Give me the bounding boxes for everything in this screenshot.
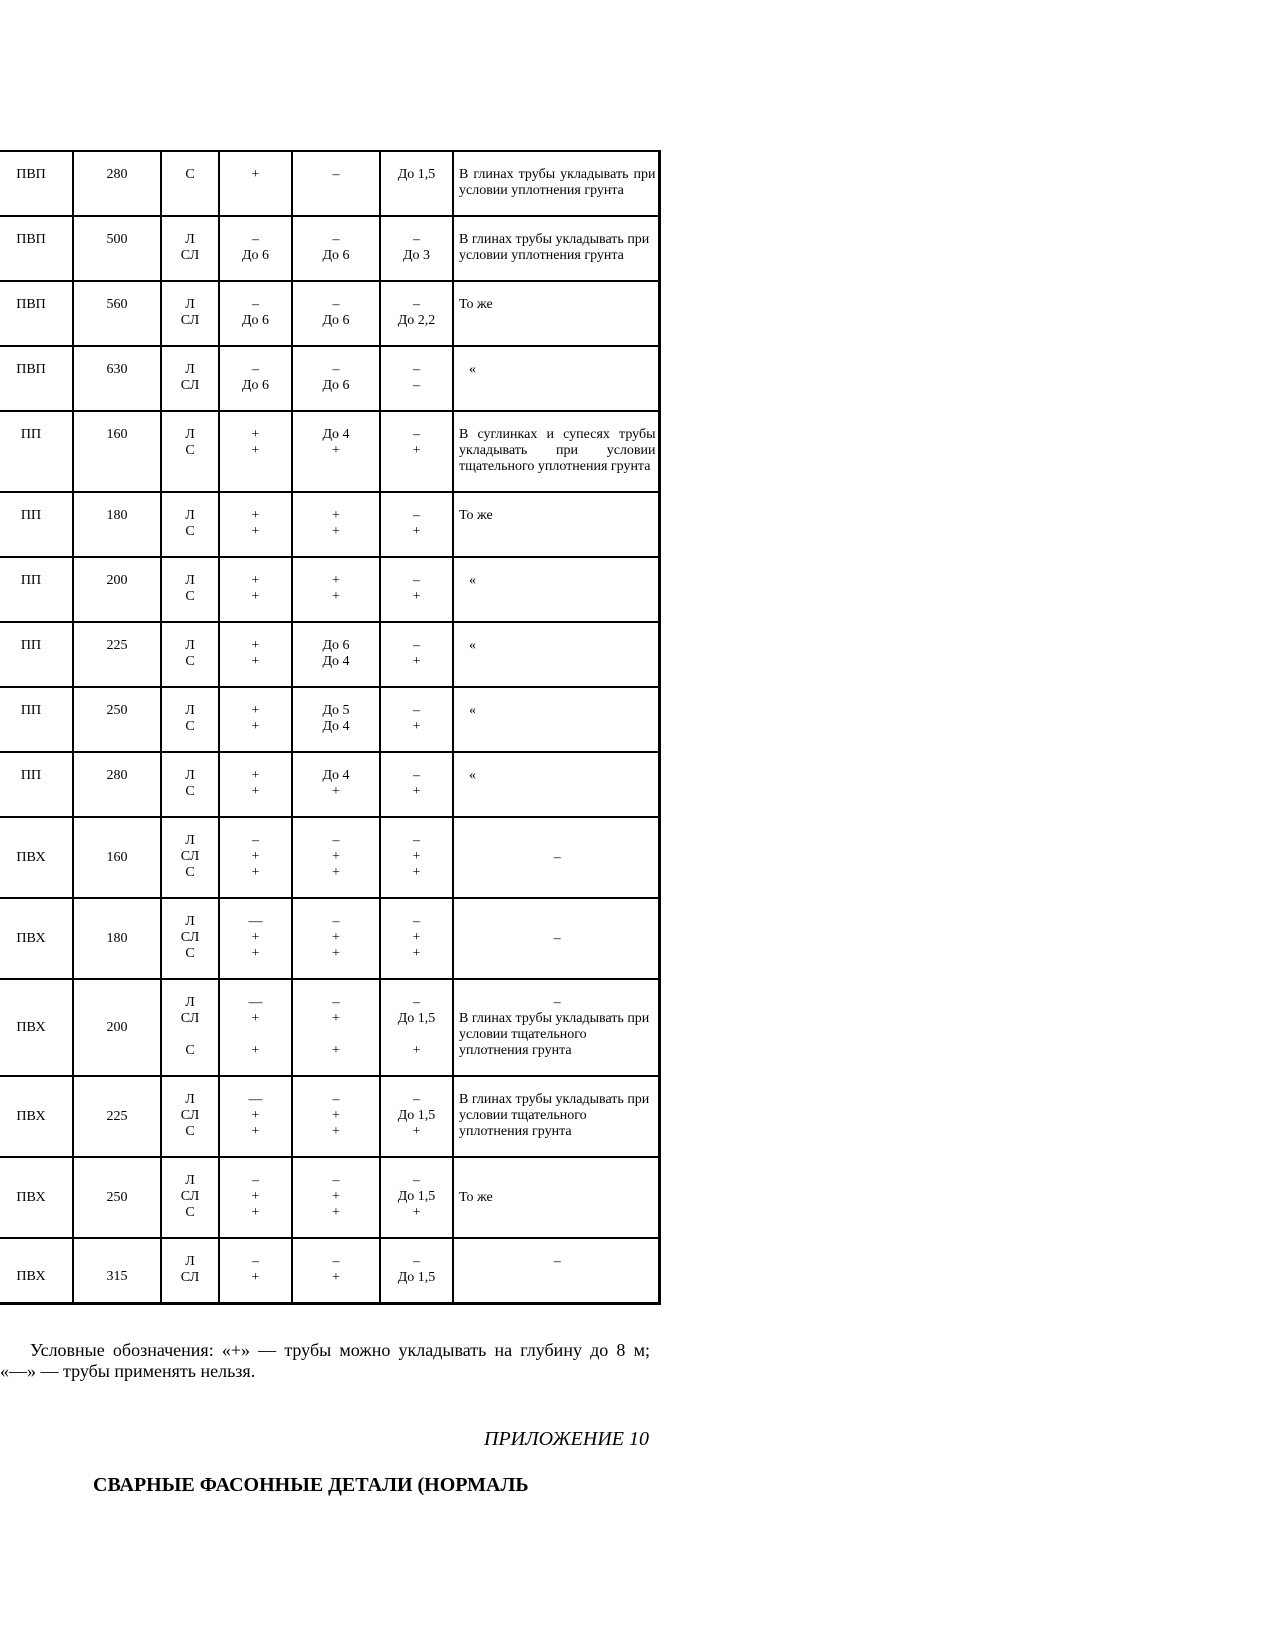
cell-line: – xyxy=(332,297,340,312)
table-row xyxy=(0,346,659,411)
cell-line: До 1,5 xyxy=(397,1011,436,1026)
cell-line: С xyxy=(185,589,195,604)
depth-cell-2 xyxy=(292,622,380,687)
cell-line: Л xyxy=(185,232,195,247)
cell-line: С xyxy=(185,719,195,734)
depth-cell-2 xyxy=(292,281,380,346)
cell-line: Л xyxy=(185,703,195,718)
depth-cell-3 xyxy=(380,622,453,687)
cell-line: С xyxy=(185,167,195,182)
cell-line: До 4 xyxy=(322,654,350,669)
pipe-laying-table xyxy=(0,150,661,1305)
note-cell xyxy=(453,151,659,216)
note-cell xyxy=(453,898,659,979)
depth-cell-2 xyxy=(292,817,380,898)
pipe-type-cell: ПВП xyxy=(0,281,73,346)
note-cell xyxy=(453,1238,659,1303)
cell-line: – xyxy=(413,297,420,312)
diameter-cell: 160 xyxy=(73,817,161,898)
cell-line: До 6 xyxy=(322,313,350,328)
cell-line: – xyxy=(252,833,259,848)
pipe-type-cell: ПП xyxy=(0,752,73,817)
pipe-type-cell: ПП xyxy=(0,687,73,752)
cell-line: – xyxy=(413,638,420,653)
cell-line: – xyxy=(332,995,340,1010)
cell-line: До 1,5 xyxy=(397,167,436,182)
note-cell xyxy=(453,817,659,898)
cell-line: — xyxy=(248,995,263,1010)
cell-line: До 6 xyxy=(322,248,350,263)
pipe-type-cell: ПВХ xyxy=(0,898,73,979)
cell-line xyxy=(297,1027,375,1043)
cell-line: + xyxy=(412,719,421,734)
cell-line: Л xyxy=(185,768,195,783)
diameter-cell: 200 xyxy=(73,557,161,622)
cell-line: – xyxy=(332,1173,340,1188)
pipe-type-cell: ПП xyxy=(0,557,73,622)
cell-line: + xyxy=(251,784,260,799)
cell-line: – xyxy=(413,1092,420,1107)
depth-cell-2 xyxy=(292,687,380,752)
cell-line: + xyxy=(332,865,340,880)
depth-cell-3 xyxy=(380,281,453,346)
cell-line: С xyxy=(185,865,195,880)
depth-cell-3 xyxy=(380,492,453,557)
note-cell xyxy=(453,557,659,622)
cell-line: – xyxy=(413,378,420,393)
table-body xyxy=(0,151,659,1303)
cell-line: – xyxy=(252,1254,259,1269)
note-cell xyxy=(453,622,659,687)
depth-cell-3 xyxy=(380,1076,453,1157)
diameter-cell: 225 xyxy=(73,1076,161,1157)
cell-line: – xyxy=(413,1254,420,1269)
cell-line: СЛ xyxy=(180,313,200,328)
cell-line: – xyxy=(332,1254,340,1269)
cell-line: До 6 xyxy=(241,248,270,263)
cell-line: + xyxy=(251,1124,260,1139)
depth-cell-2 xyxy=(292,492,380,557)
cell-line: + xyxy=(332,1189,340,1204)
cell-line: С xyxy=(185,946,195,961)
cell-line: + xyxy=(412,784,421,799)
table-row xyxy=(0,1076,659,1157)
soil-cell xyxy=(161,898,219,979)
depth-cell-3 xyxy=(380,817,453,898)
cell-line xyxy=(166,1027,214,1043)
cell-line: + xyxy=(332,1270,340,1285)
cell-line: + xyxy=(251,573,260,588)
depth-cell-1 xyxy=(219,151,292,216)
depth-cell-3 xyxy=(380,557,453,622)
cell-line: Л xyxy=(185,914,195,929)
depth-cell-3 xyxy=(380,979,453,1076)
pipe-type-cell: ПВП xyxy=(0,216,73,281)
cell-line: + xyxy=(251,167,260,182)
cell-line: – xyxy=(413,427,420,442)
pipe-type-cell: ПВП xyxy=(0,346,73,411)
depth-cell-2 xyxy=(292,411,380,492)
table-row xyxy=(0,1238,659,1303)
table-row xyxy=(0,687,659,752)
note-text: В глинах трубы укладывать при условии тщательного уплотнения грунта xyxy=(459,1092,650,1139)
cell-line: + xyxy=(251,508,260,523)
cell-line: + xyxy=(412,1124,421,1139)
note-text: « xyxy=(469,573,476,588)
table-row xyxy=(0,281,659,346)
soil-cell xyxy=(161,817,219,898)
cell-line: До 4 xyxy=(322,768,350,783)
soil-cell xyxy=(161,1238,219,1303)
pipe-type-cell: ПВХ xyxy=(0,1157,73,1238)
depth-cell-3 xyxy=(380,898,453,979)
legend-note: Условные обозначения: «+» — трубы можно укладывать на глубину до 8 м; «—» — трубы применять нельзя. xyxy=(0,1340,650,1381)
cell-line: – xyxy=(332,362,340,377)
soil-cell xyxy=(161,216,219,281)
cell-line: Л xyxy=(185,508,195,523)
diameter-cell: 200 xyxy=(73,979,161,1076)
depth-cell-2 xyxy=(292,346,380,411)
cell-line: + xyxy=(251,427,260,442)
cell-line: + xyxy=(412,865,421,880)
cell-line: + xyxy=(412,1205,421,1220)
cell-line: + xyxy=(332,508,340,523)
cell-line: Л xyxy=(185,297,195,312)
cell-line: СЛ xyxy=(180,1189,200,1204)
depth-cell-3 xyxy=(380,1157,453,1238)
cell-line: Л xyxy=(185,1092,195,1107)
note-cell xyxy=(453,1157,659,1238)
cell-line xyxy=(385,1027,448,1043)
cell-line: + xyxy=(251,703,260,718)
cell-line: + xyxy=(332,443,340,458)
depth-cell-3 xyxy=(380,687,453,752)
cell-line: + xyxy=(251,638,260,653)
cell-line: + xyxy=(251,589,260,604)
pipe-type-cell: ПП xyxy=(0,492,73,557)
note-cell xyxy=(453,411,659,492)
cell-line: + xyxy=(332,1011,340,1026)
soil-cell xyxy=(161,752,219,817)
depth-cell-1 xyxy=(219,281,292,346)
depth-cell-2 xyxy=(292,979,380,1076)
table-row xyxy=(0,898,659,979)
cell-line: С xyxy=(185,443,195,458)
soil-cell xyxy=(161,151,219,216)
cell-line: До 6 xyxy=(241,313,270,328)
note-text: В суглинках и супесях трубы укладывать при условии тщательного уплотнения грунта xyxy=(459,427,656,474)
cell-line: + xyxy=(251,1189,260,1204)
pipe-type-cell: ПВП xyxy=(0,151,73,216)
cell-line: До 6 xyxy=(322,638,350,653)
cell-line: + xyxy=(332,930,340,945)
cell-line: СЛ xyxy=(180,378,200,393)
cell-line: До 4 xyxy=(322,427,350,442)
pipe-type-cell: ПВХ xyxy=(0,1238,73,1303)
cell-line xyxy=(224,1027,287,1043)
cell-line: Л xyxy=(185,1254,195,1269)
depth-cell-3 xyxy=(380,1238,453,1303)
note-cell xyxy=(453,687,659,752)
cell-line: + xyxy=(332,524,340,539)
table-row xyxy=(0,752,659,817)
cell-line: – xyxy=(413,573,420,588)
diameter-cell: 250 xyxy=(73,687,161,752)
cell-line: До 6 xyxy=(241,378,270,393)
cell-line: – xyxy=(413,768,420,783)
cell-line: До 1,5 xyxy=(397,1270,436,1285)
cell-line: До 5 xyxy=(322,703,350,718)
cell-line: – xyxy=(332,167,340,182)
note-text: – xyxy=(553,930,561,946)
cell-line: + xyxy=(412,849,421,864)
pipe-type-cell: ПВХ xyxy=(0,817,73,898)
depth-cell-1 xyxy=(219,557,292,622)
pipe-type-cell: ПП xyxy=(0,622,73,687)
depth-cell-2 xyxy=(292,1238,380,1303)
cell-line: — xyxy=(248,914,263,929)
cell-line: + xyxy=(251,443,260,458)
cell-line: С xyxy=(185,1205,195,1220)
note-cell xyxy=(453,752,659,817)
cell-line: + xyxy=(332,946,340,961)
cell-line: СЛ xyxy=(180,1011,200,1026)
cell-line: – xyxy=(252,362,259,377)
cell-line: – xyxy=(252,297,259,312)
table-row xyxy=(0,557,659,622)
cell-line: — xyxy=(248,1092,263,1107)
cell-line: – xyxy=(332,232,340,247)
cell-line: С xyxy=(185,1043,195,1058)
cell-line: + xyxy=(251,1205,260,1220)
cell-line: – xyxy=(332,833,340,848)
note-text: « xyxy=(469,638,476,653)
cell-line: + xyxy=(332,1043,340,1058)
cell-line: – xyxy=(413,232,420,247)
diameter-cell: 225 xyxy=(73,622,161,687)
cell-line: С xyxy=(185,654,195,669)
cell-line: + xyxy=(251,654,260,669)
note-cell xyxy=(453,979,659,1076)
cell-line: – xyxy=(252,1173,259,1188)
table-row xyxy=(0,622,659,687)
depth-cell-1 xyxy=(219,492,292,557)
cell-line: + xyxy=(251,865,260,880)
depth-cell-1 xyxy=(219,898,292,979)
cell-line: СЛ xyxy=(180,248,200,263)
depth-cell-3 xyxy=(380,346,453,411)
table-row xyxy=(0,411,659,492)
cell-line: Л xyxy=(185,573,195,588)
soil-cell xyxy=(161,979,219,1076)
depth-cell-3 xyxy=(380,752,453,817)
cell-line: – xyxy=(332,1092,340,1107)
cell-line: СЛ xyxy=(180,849,200,864)
soil-cell xyxy=(161,346,219,411)
pipe-type-cell: ПВХ xyxy=(0,1076,73,1157)
cell-line: – xyxy=(413,362,420,377)
cell-line: – xyxy=(413,508,420,523)
pipe-type-cell: ПП xyxy=(0,411,73,492)
depth-cell-1 xyxy=(219,216,292,281)
appendix-label: ПРИЛОЖЕНИЕ 10 xyxy=(484,1428,649,1450)
depth-cell-1 xyxy=(219,817,292,898)
section-heading: СВАРНЫЕ ФАСОННЫЕ ДЕТАЛИ (НОРМАЛЬ xyxy=(93,1474,529,1496)
cell-line: С xyxy=(185,1124,195,1139)
diameter-cell: 315 xyxy=(73,1238,161,1303)
cell-line: С xyxy=(185,524,195,539)
cell-line: До 1,5 xyxy=(397,1108,436,1123)
cell-line: + xyxy=(251,524,260,539)
diameter-cell: 280 xyxy=(73,151,161,216)
cell-line: + xyxy=(251,1108,260,1123)
soil-cell xyxy=(161,622,219,687)
note-text: То же xyxy=(459,508,493,523)
depth-cell-3 xyxy=(380,216,453,281)
depth-cell-1 xyxy=(219,411,292,492)
cell-line: + xyxy=(251,849,260,864)
depth-cell-3 xyxy=(380,151,453,216)
diameter-cell: 180 xyxy=(73,898,161,979)
note-cell xyxy=(453,492,659,557)
table-row xyxy=(0,151,659,216)
depth-cell-3 xyxy=(380,411,453,492)
depth-cell-2 xyxy=(292,216,380,281)
cell-line: + xyxy=(412,524,421,539)
cell-line: + xyxy=(412,1043,421,1058)
table-row xyxy=(0,979,659,1076)
cell-line: + xyxy=(412,946,421,961)
note-text: В глинах трубы укладывать при условии уплотнения грунта xyxy=(459,232,650,263)
note-text: То же xyxy=(459,1189,493,1205)
cell-line: + xyxy=(332,589,340,604)
diameter-cell: 500 xyxy=(73,216,161,281)
cell-line: + xyxy=(251,719,260,734)
cell-line: + xyxy=(251,1270,260,1285)
diameter-cell: 160 xyxy=(73,411,161,492)
soil-cell xyxy=(161,557,219,622)
table-row xyxy=(0,492,659,557)
depth-cell-1 xyxy=(219,752,292,817)
depth-cell-2 xyxy=(292,898,380,979)
soil-cell xyxy=(161,411,219,492)
note-cell xyxy=(453,346,659,411)
depth-cell-1 xyxy=(219,346,292,411)
cell-line: Л xyxy=(185,995,195,1010)
cell-line: + xyxy=(332,573,340,588)
depth-cell-2 xyxy=(292,1157,380,1238)
depth-cell-1 xyxy=(219,1238,292,1303)
cell-line: До 1,5 xyxy=(397,1189,436,1204)
cell-line: – xyxy=(332,914,340,929)
cell-line: СЛ xyxy=(180,1108,200,1123)
soil-cell xyxy=(161,687,219,752)
cell-line: + xyxy=(412,654,421,669)
soil-cell xyxy=(161,1157,219,1238)
cell-line: До 4 xyxy=(322,719,350,734)
diameter-cell: 280 xyxy=(73,752,161,817)
cell-line: До 2,2 xyxy=(397,313,436,328)
cell-line: – xyxy=(413,914,420,929)
note-cell xyxy=(453,1076,659,1157)
note-text: « xyxy=(469,703,476,718)
cell-line: + xyxy=(412,443,421,458)
note-dash: – xyxy=(553,995,561,1010)
cell-line: + xyxy=(332,1205,340,1220)
cell-line: + xyxy=(251,768,260,783)
depth-cell-2 xyxy=(292,1076,380,1157)
note-cell xyxy=(453,281,659,346)
cell-line: + xyxy=(251,1043,260,1058)
depth-cell-1 xyxy=(219,979,292,1076)
diameter-cell: 560 xyxy=(73,281,161,346)
cell-line: Л xyxy=(185,362,195,377)
cell-line: + xyxy=(251,946,260,961)
note-text: – xyxy=(553,1254,561,1269)
soil-cell xyxy=(161,492,219,557)
depth-cell-2 xyxy=(292,557,380,622)
cell-line: Л xyxy=(185,833,195,848)
note-text: « xyxy=(469,362,476,377)
depth-cell-1 xyxy=(219,622,292,687)
note-text: В глинах трубы укладывать при условии тщательного уплотнения грунта xyxy=(459,1011,650,1058)
cell-line: – xyxy=(252,232,259,247)
cell-line: СЛ xyxy=(180,930,200,945)
depth-cell-1 xyxy=(219,1076,292,1157)
cell-line: Л xyxy=(185,638,195,653)
table-row xyxy=(0,1157,659,1238)
cell-line: – xyxy=(413,833,420,848)
note-text: – xyxy=(553,849,561,865)
cell-line: Л xyxy=(185,427,195,442)
cell-line: + xyxy=(332,1108,340,1123)
depth-cell-2 xyxy=(292,151,380,216)
cell-line: СЛ xyxy=(180,1270,200,1285)
cell-line: До 6 xyxy=(322,378,350,393)
note-text: В глинах трубы укладывать при условии уплотнения грунта xyxy=(459,167,656,198)
diameter-cell: 630 xyxy=(73,346,161,411)
table-row xyxy=(0,216,659,281)
diameter-cell: 180 xyxy=(73,492,161,557)
cell-line: Л xyxy=(185,1173,195,1188)
cell-line: + xyxy=(251,1011,260,1026)
cell-line: + xyxy=(332,849,340,864)
depth-cell-1 xyxy=(219,1157,292,1238)
cell-line: + xyxy=(332,1124,340,1139)
soil-cell xyxy=(161,1076,219,1157)
note-text: То же xyxy=(459,297,493,312)
depth-cell-1 xyxy=(219,687,292,752)
cell-line: + xyxy=(412,589,421,604)
note-text: « xyxy=(469,768,476,783)
cell-line: + xyxy=(332,784,340,799)
diameter-cell: 250 xyxy=(73,1157,161,1238)
depth-cell-2 xyxy=(292,752,380,817)
cell-line: С xyxy=(185,784,195,799)
cell-line: – xyxy=(413,995,420,1010)
cell-line: + xyxy=(412,930,421,945)
cell-line: До 3 xyxy=(402,248,431,263)
note-cell xyxy=(453,216,659,281)
pipe-type-cell: ПВХ xyxy=(0,979,73,1076)
soil-cell xyxy=(161,281,219,346)
table-row xyxy=(0,817,659,898)
cell-line: – xyxy=(413,703,420,718)
cell-line: + xyxy=(251,930,260,945)
cell-line: – xyxy=(413,1173,420,1188)
